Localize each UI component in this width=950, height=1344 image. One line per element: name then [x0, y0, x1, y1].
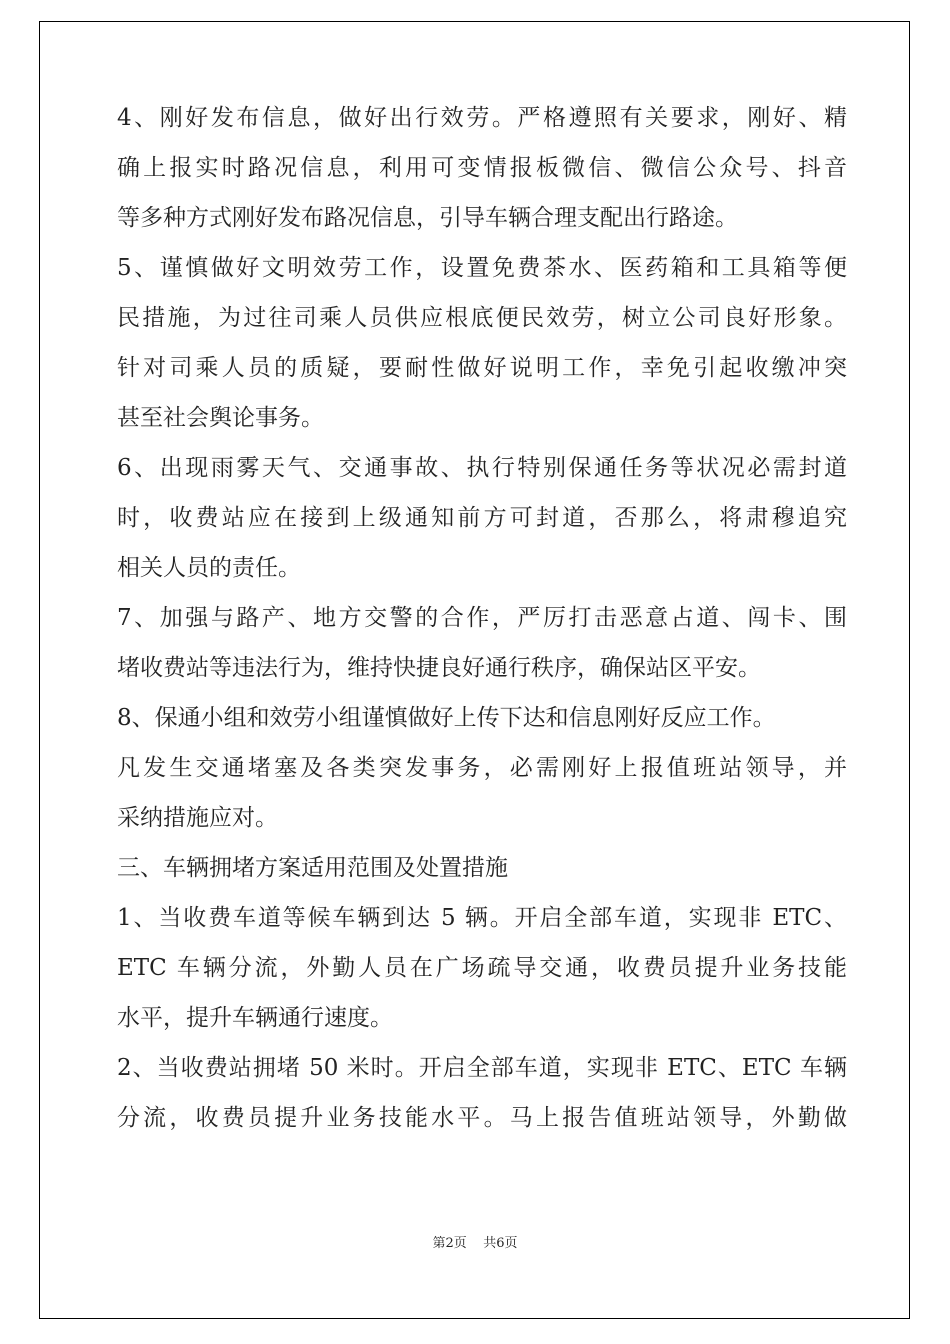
text-line: 6、出现雨雾天气、交通事故、执行特别保通任务等状况必需封道	[117, 455, 847, 481]
paragraph-item-5	[117, 248, 847, 448]
text-line: 4、刚好发布信息，做好出行效劳。严格遵照有关要求，刚好、精	[117, 105, 847, 131]
paragraph-item-6	[117, 448, 847, 598]
text-line: ETC 车辆分流，外勤人员在广场疏导交通，收费员提升业务技能	[117, 955, 847, 981]
text-line: 时，收费站应在接到上级通知前方可封道，否那么，将肃穆追究	[117, 505, 847, 531]
document-body	[117, 98, 847, 1148]
text-line: 采纳措施应对。	[117, 805, 278, 831]
text-line: 确上报实时路况信息，利用可变情报板微信、微信公众号、抖音	[117, 155, 847, 181]
text-line: 相关人员的责任。	[117, 555, 301, 581]
text-line: 2、当收费站拥堵 50 米时。开启全部车道，实现非 ETC、ETC 车辆	[117, 1055, 847, 1081]
paragraph-measure-1	[117, 898, 847, 1048]
text-line: 凡发生交通堵塞及各类突发事务，必需刚好上报值班站领导，并	[117, 755, 847, 781]
text-line: 分流，收费员提升业务技能水平。马上报告值班站领导，外勤做	[117, 1105, 847, 1131]
paragraph-measure-2	[117, 1048, 847, 1148]
text-line: 针对司乘人员的质疑，要耐性做好说明工作，幸免引起收缴冲突	[117, 355, 847, 381]
text-line: 水平，提升车辆通行速度。	[117, 1005, 393, 1031]
text-line: 1、当收费车道等候车辆到达 5 辆。开启全部车道，实现非 ETC、	[117, 905, 847, 931]
text-line: 等多种方式刚好发布路况信息，引导车辆合理支配出行路途。	[117, 205, 738, 231]
text-line: 8、保通小组和效劳小组谨慎做好上传下达和信息刚好反应工作。	[117, 705, 776, 731]
text-line: 民措施，为过往司乘人员供应根底便民效劳，树立公司良好形象。	[117, 305, 847, 331]
page-total: 共6页	[483, 1236, 518, 1251]
text-line: 甚至社会舆论事务。	[117, 405, 324, 431]
page-footer	[0, 1232, 950, 1251]
text-line: 7、加强与路产、地方交警的合作，严厉打击恶意占道、闯卡、围	[117, 605, 847, 631]
text-line: 三、车辆拥堵方案适用范围及处置措施	[117, 855, 508, 881]
text-line: 堵收费站等违法行为，维持快捷良好通行秩序，确保站区平安。	[117, 655, 761, 681]
section-heading	[117, 848, 847, 898]
paragraph-item-7	[117, 598, 847, 698]
page-number: 第2页	[432, 1236, 467, 1251]
paragraph-item-4	[117, 98, 847, 248]
paragraph-item-8	[117, 698, 847, 848]
text-line: 5、谨慎做好文明效劳工作，设置免费茶水、医药箱和工具箱等便	[117, 255, 847, 281]
